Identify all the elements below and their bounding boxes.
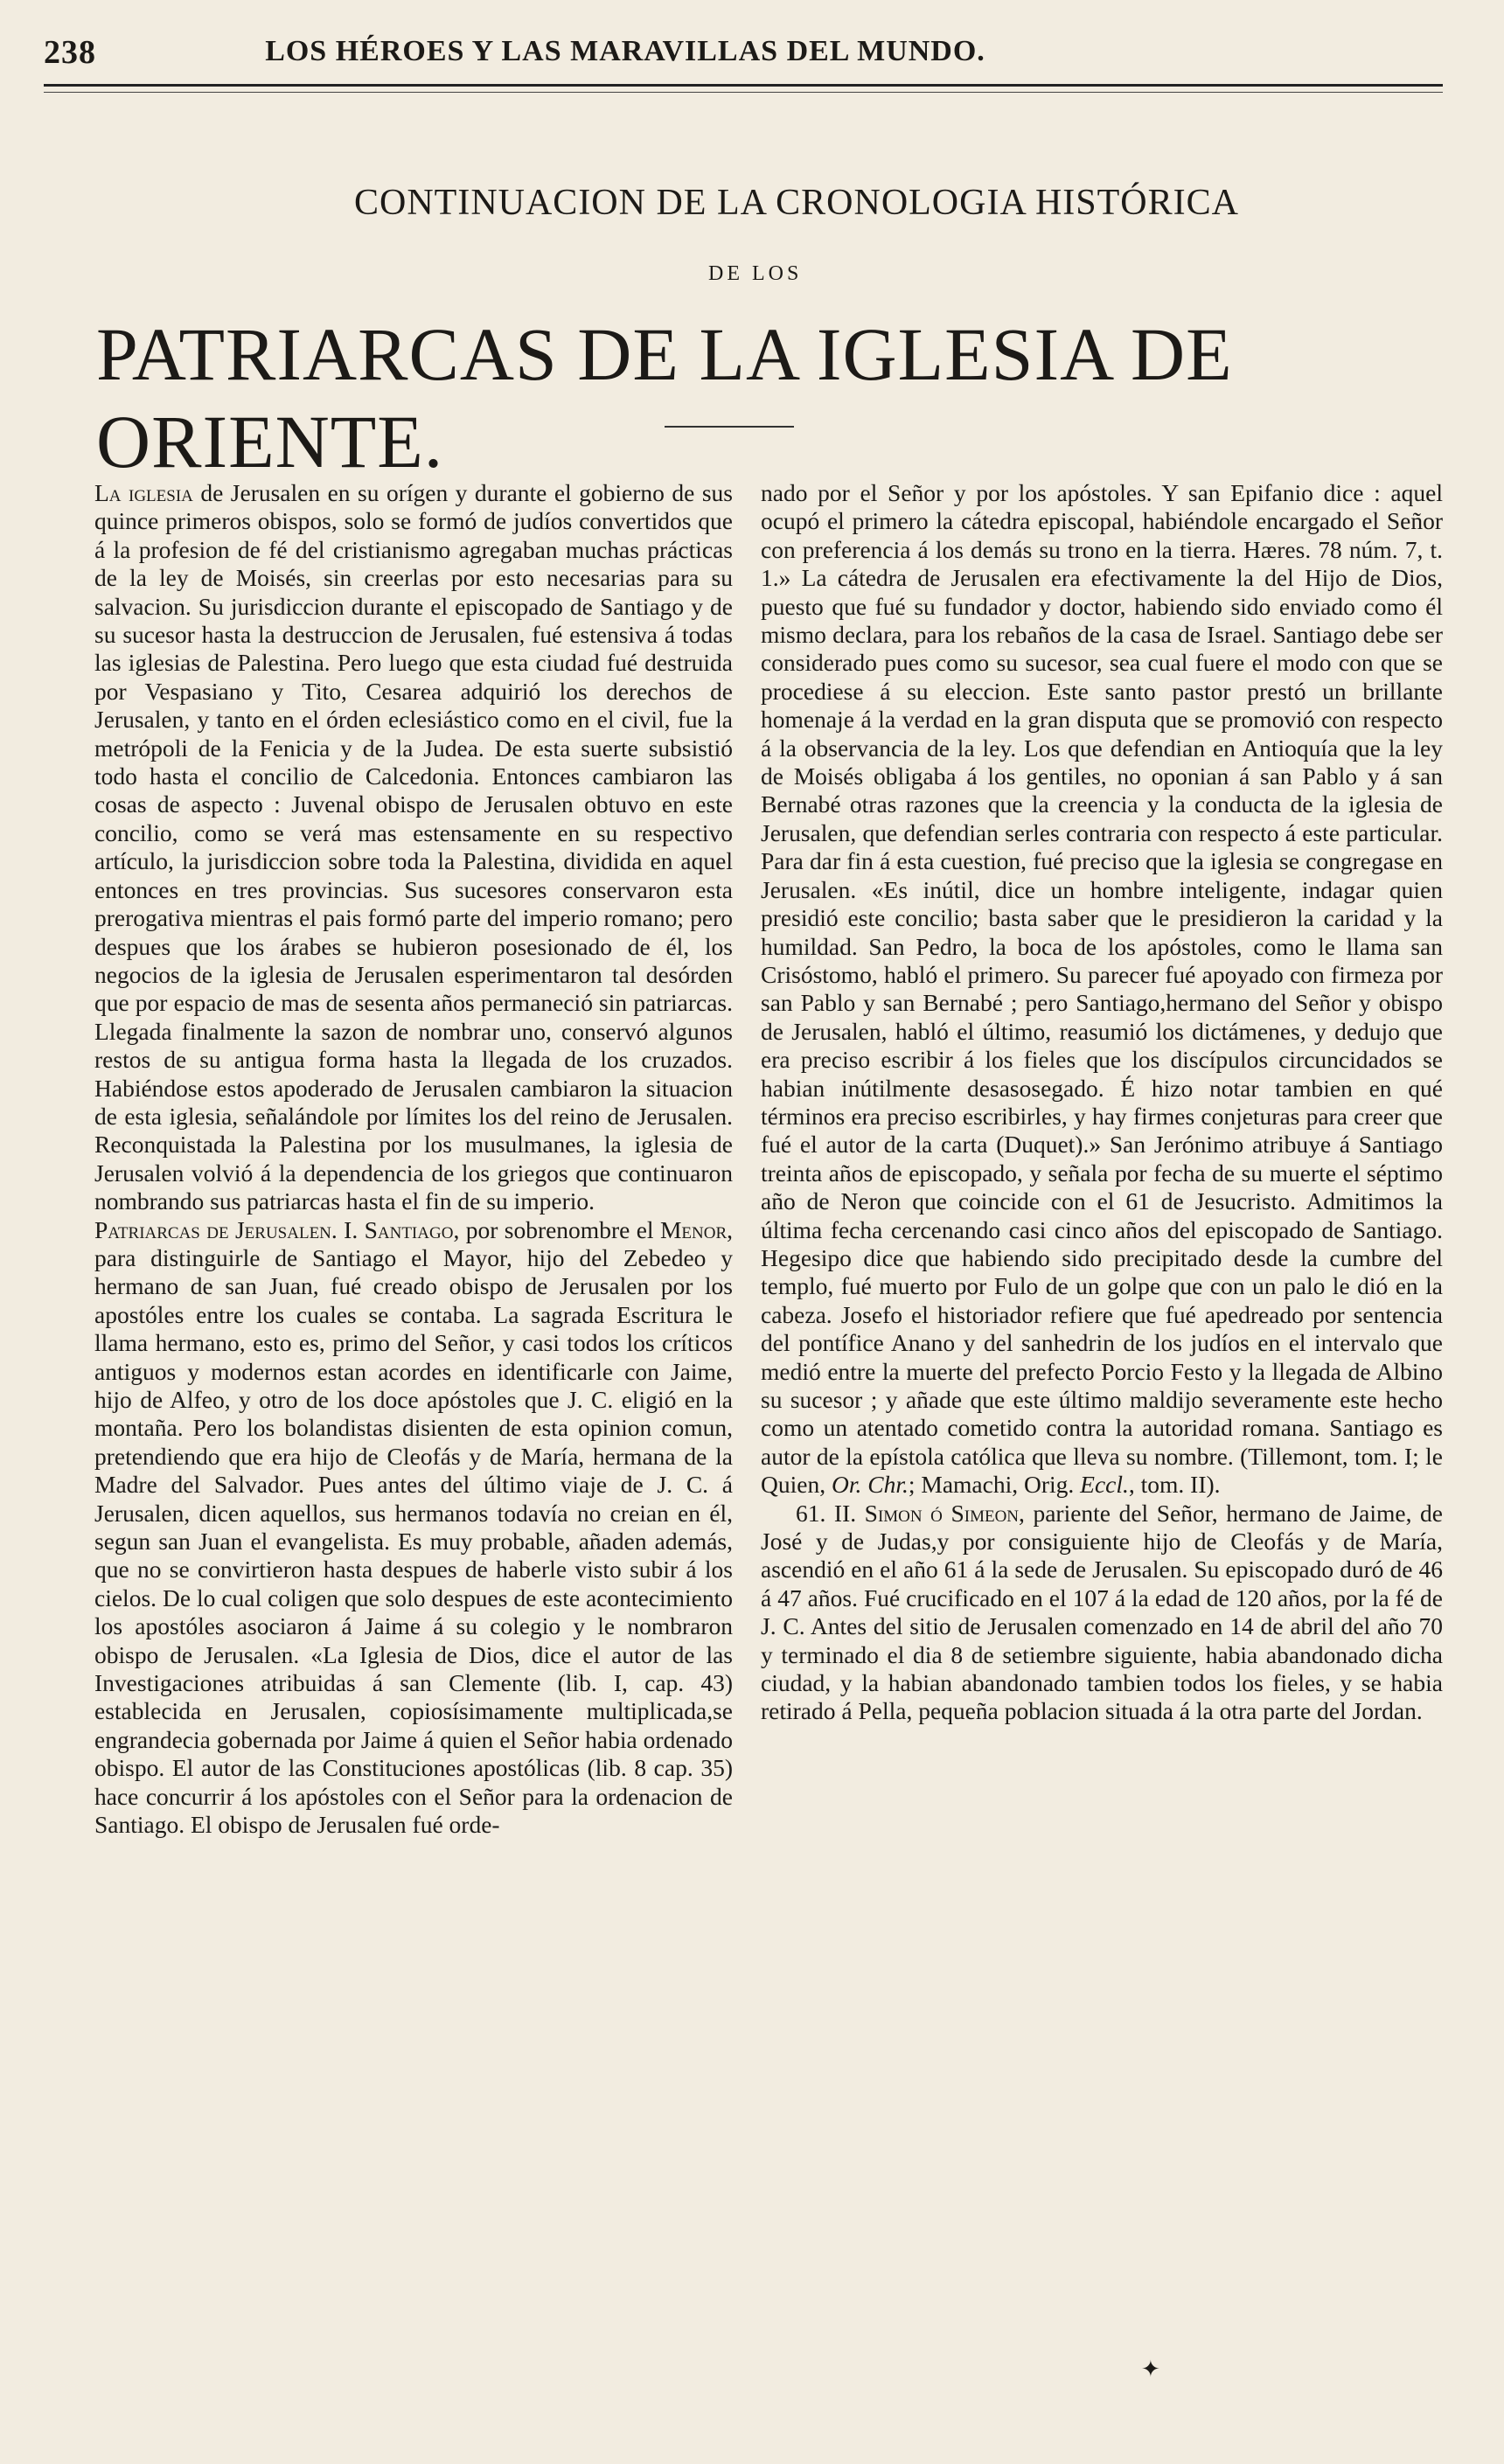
entry-name: Santiago — [364, 1215, 454, 1243]
entry-number: II. — [825, 1499, 865, 1527]
paragraph-simon — [761, 1500, 1443, 1726]
section-lead: Patriarcas de Jerusalen. — [94, 1215, 338, 1243]
paragraph-text: , pariente del Señor, hermano de Jaime, de José y de Judas,y por consiguiente hijo de Cleofás y de María, ascendió en el año 61 á la sede de Jerusalen. Su episcopado duró de 46 á 47 años. Fué crucificado en el 107 á la edad de 120 años, por la fé de J. C. Antes del sitio de Jerusalen comenzado en 14 de abril del año 70 y terminado el dia 8 de setiembre siguiente, habia abandonado dicha ciudad, y la habian abandonado tambien todos los fieles, y se habia retirado á Pella, pequeña poblacion situada á la otra parte del Jordan. — [761, 1499, 1443, 1725]
paragraph-text: , por sobrenombre el — [453, 1215, 660, 1243]
section-heading-line1: CONTINUACION DE LA CRONOLOGIA HISTÓRICA — [354, 183, 1239, 223]
paragraph-text: nado por el Señor y por los apóstoles. Y san Epifanio dice : aquel ocupó el primero la cátedra episcopal, habiéndole encargado el Señor con preferencia á los demás su trono en la tierra. Hæres. 78 núm. 7, t. 1.» La cátedra de Jerusalen era efectivamente la del Hijo de Dios, puesto que fué su fundador y doctor, habiendo sido enviado como él mismo declara, para los rebaños de la casa de Israel. Santiago debe ser considerado pues como su sucesor, sea cual fuere el modo con que se procediese á su eleccion. Este santo pastor prestó un brillante homenaje á la verdad en la gran disputa que se promovió con respecto á la observancia de la ley. Los que defendian en Antioquía que la ley de Moisés obligaba á los gentiles, no oponian á san Pablo y á san Bernabé otras razones que la creencia y la conducta de la iglesia de Jerusalen, que defendian serles contraria con respecto á este particular. Para dar fin á esta cuestion, fué preciso que la iglesia se congregase en Jerusalen. «Es inútil, dice un hombre inteligente, indagar quien presidió este concilio; basta saber que le presidieron la caridad y la humildad. San Pedro, la boca de los apóstoles, como le llama san Crisóstomo, habló el primero. Su parecer fué apoyado con firmeza por san Pablo y san Bernabé ; pero Santiago,hermano del Señor y obispo de Jerusalen, habló el último, reasumió los dictámenes, y dedujo que era preciso escribir á los fieles que los discípulos circuncidados se habian inútilmente desasosegado. É hizo notar tambien en qué términos era preciso escribirles, y hay firmes conjeturas para creer que fué el autor de la carta (Duquet).» San Jerónimo atribuye á Santiago treinta años de episcopado, y señala por fecha de su muerte el séptimo año de Neron que coincide con el 61 de Jesucristo. Admitimos la última fecha cercenando casi cinco años del episcopado de Santiago. Hegesipo dice que habiendo sido precipitado desde la cumbre del templo, fué muerto por Fulo de un golpe que con un palo le dió en la cabeza. Josefo el historiador refiere que fué apedreado por sentencia del pontífice Anano y del sanhedrin de los judíos en el intervalo que medió entre la muerte del prefecto Porcio Festo y la llegada de Albino su sucesor ; y añade que este último maldijo severamente este hecho como un atentado cometido contra la autoridad romana. Santiago es autor de la epístola católica que lleva su nombre. (Tillemont, tom. I; le Quien, — [761, 479, 1443, 1499]
section-heading-line2: DE LOS — [708, 262, 803, 285]
header-rule — [44, 84, 1443, 87]
entry-epithet: Menor — [659, 1215, 728, 1243]
title-divider — [665, 426, 794, 428]
running-title: LOS HÉROES Y LAS MARAVILLAS DEL MUNDO. — [265, 35, 985, 67]
entry-name: Simon ó Simeon — [864, 1499, 1020, 1527]
paragraph-lead: La iglesia — [94, 479, 193, 506]
paragraph-intro — [94, 479, 733, 1216]
left-column — [94, 479, 733, 2438]
page-number: 238 — [44, 34, 96, 71]
section-title: PATRIARCAS DE LA IGLESIA DE ORIENTE. — [96, 312, 1233, 484]
citation-title: Eccl. — [1080, 1471, 1129, 1499]
paragraph-santiago — [94, 1216, 733, 1840]
paragraph-text: , tom. II). — [1128, 1471, 1221, 1499]
entry-number: I. — [337, 1215, 365, 1243]
running-head — [44, 33, 1443, 75]
ornament-mark: ✦ — [1141, 2356, 1160, 2382]
paragraph-continued — [761, 479, 1443, 1500]
paragraph-text: de Jerusalen en su orígen y durante el gobierno de sus quince primeros obispos, solo se formó de judíos convertidos que á la profesion de fé del cristianismo agregaban muchas prácticas de la ley de Moisés, sin creerlas por esto necesarias para su salvacion. Su jurisdiccion durante el episcopado de Santiago y de su sucesor hasta la destruccion de Jerusalen, fué estensiva á todas las iglesias de Palestina. Pero luego que esta ciudad fué destruida por Vespasiano y Tito, Cesarea adquirió los derechos de Jerusalen, y tanto en el órden eclesiástico como en el civil, fue la metrópoli de la Fenicia y de la Judea. De esta suerte subsistió todo hasta el concilio de Calcedonia. Entonces cambiaron las cosas de aspecto : Juvenal obispo de Jerusalen obtuvo en este concilio, como se verá mas estensamente en su respectivo artículo, la jurisdiccion sobre toda la Palestina, dividida en aquel entonces en tres provincias. Sus sucesores conservaron esta prerogativa mientras el pais formó parte del imperio romano; pero despues que los árabes se hubieron posesionado de él, los negocios de la iglesia de Jerusalen esperimentaron tal desórden que por espacio de mas de sesenta años permaneció sin patriarcas. Llegada finalmente la sazon de nombrar uno, conservó algunos restos de su antigua forma hasta la llegada de los cruzados. Habiéndose estos apoderado de Jerusalen cambiaron la situacion de esta iglesia, señalándole por límites los del reino de Jerusalen. Reconquistada la Palestina por los musulmanes, la iglesia de Jerusalen volvió á la dependencia de los griegos que continuaron nombrando sus patriarcas hasta el fin de su imperio. — [94, 479, 733, 1215]
paragraph-text: , para distinguirle de Santiago el Mayor, hijo del Zebedeo y hermano de san Juan, fué creado obispo de Jerusalen por los apostóles entre los cuales se contaba. La sagrada Escritura le llama hermano, esto es, primo del Señor, y casi todos los críticos antiguos y modernos estan acordes en identificarle con Jaime, hijo de Alfeo, y otro de los doce apóstoles que J. C. eligió en la montaña. Pero los bolandistas disienten de esta opinion comun, pretendiendo que era hijo de Cleofás y de María, hermana de la Madre del Salvador. Pues antes del último viaje de J. C. á Jerusalen, dicen aquellos, sus hermanos todavía no creian en él, segun san Juan el evangelista. Es muy probable, añaden además, que no se convirtieron hasta despues de haberle visto subir á los cielos. De lo cual coligen que solo despues de este acontecimiento los apostóles asociaron á Jaime á su colegio y le nombraron obispo de Jerusalen. «La Iglesia de Dios, dice el autor de las Investigaciones atribuidas á san Clemente (lib. I, cap. 43) establecida en Jerusalen, copiosísimamente multiplicada,se engrandecia gobernada por Jaime á quien el Señor habia ordenado obispo. El autor de las Constituciones apostólicas (lib. 8 cap. 35) hace concurrir á los apóstoles con el Señor para la ordenacion de Santiago. El obispo de Jerusalen fué orde- — [94, 1215, 733, 1839]
header-rule-thin — [44, 92, 1443, 93]
paragraph-text: ; Mamachi, Orig. — [908, 1471, 1081, 1499]
entry-year: 61. — [796, 1499, 826, 1527]
citation-title: Or. Chr. — [831, 1471, 909, 1499]
right-column — [761, 479, 1443, 2438]
